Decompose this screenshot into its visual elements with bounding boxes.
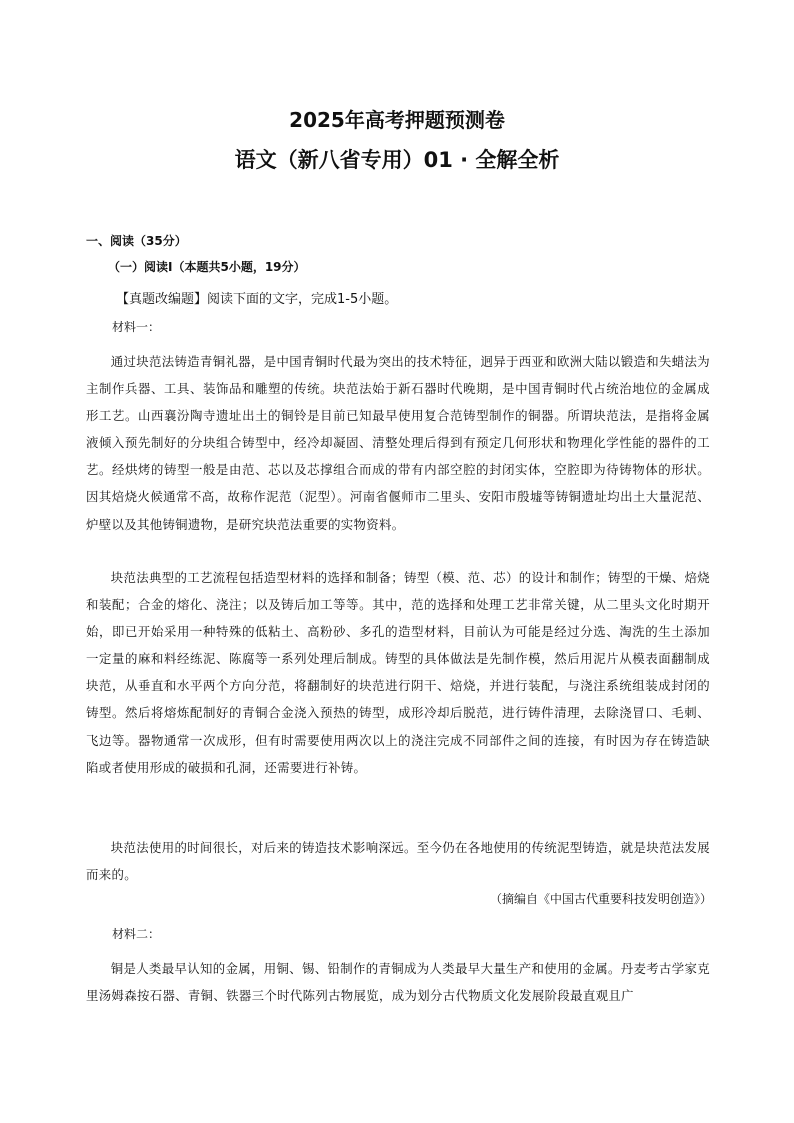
material-two-paragraph-1: 铜是人类最早认知的金属，用铜、锡、铅制作的青铜成为人类最早大量生产和使用的金属。丹麦考古学家克里汤姆森按石器、青铜、铁器三个时代陈列古物展览，成为划分古代物质文化发展阶段最直观且广	[86, 961, 710, 1004]
material-one-paragraph-3: 块范法使用的时间很长，对后来的铸造技术影响深远。至今仍在各地使用的传统泥型铸造，就是块范法发展而来的。	[86, 840, 710, 883]
material-one-paragraph-2: 块范法典型的工艺流程包括造型材料的选择和制备；铸型（模、范、芯）的设计和制作；铸型的干燥、焙烧和装配；合金的熔化、浇注；以及铸后加工等等。其中，范的选择和处理工艺非常关键，从二里头文化时期开始，即已开始采用一种特殊的低粘土、高粉砂、多孔的造型材料，目前认为可能是经过分选、淘洗的生土添加一定量的麻和料经练泥、陈腐等一系列处理后制成。铸型的具体做法是先制作模，然后用泥片从模表面翻制成块范，从垂直和水平两个方向分范，将翻制好的块范进行阴干、焙烧，并进行装配，与浇注系统组装成封闭的铸型。然后将熔炼配制好的青铜合金浇入预热的铸型，成形冷却后脱范，进行铸件清理，去除浇冒口、毛刺、飞边等。器物通常一次成形，但有时需要使用两次以上的浇注完成不同部件之间的连接，有时因为存在铸造缺陷或者使用形成的破损和孔洞，还需要进行补铸。	[86, 570, 710, 775]
question-instruction: 【真题改编题】阅读下面的文字，完成1-5小题。	[116, 292, 398, 307]
subsection-heading: （一）阅读Ⅰ（本题共5小题，19分）	[108, 260, 306, 274]
material-one-source: （摘编自《中国古代重要科技发明创造》）	[489, 892, 712, 906]
exam-subtitle: 语文（新八省专用）01 · 全解全析	[234, 148, 560, 172]
material-one-paragraph-1: 通过块范法铸造青铜礼器，是中国青铜时代最为突出的技术特征，迥异于西亚和欧洲大陆以锻造和失蜡法为主制作兵器、工具、装饰品和雕塑的传统。块范法始于新石器时代晚期，是中国青铜时代占统治地位的金属成形工艺。山西襄汾陶寺遗址出土的铜铃是目前已知最早使用复合范铸型制作的铜器。所谓块范法，是指将金属液倾入预先制好的分块组合铸型中，经冷却凝固、清整处理后得到有预定几何形状和物理化学性能的器件的工艺。经烘烤的铸型一般是由范、芯以及芯撑组合而成的带有内部空腔的封闭实体，空腔即为待铸物体的形状。因其焙烧火候通常不高，故称作泥范（泥型）。河南省偃师市二里头、安阳市殷墟等铸铜遗址均出土大量泥范、炉壁以及其他铸铜遗物，是研究块范法重要的实物资料。	[86, 354, 710, 532]
material-two-label: 材料二：	[112, 927, 161, 941]
section-heading: 一、阅读（35分）	[86, 234, 187, 248]
material-one-label: 材料一：	[112, 320, 161, 334]
exam-title: 2025年高考押题预测卷	[289, 108, 505, 132]
